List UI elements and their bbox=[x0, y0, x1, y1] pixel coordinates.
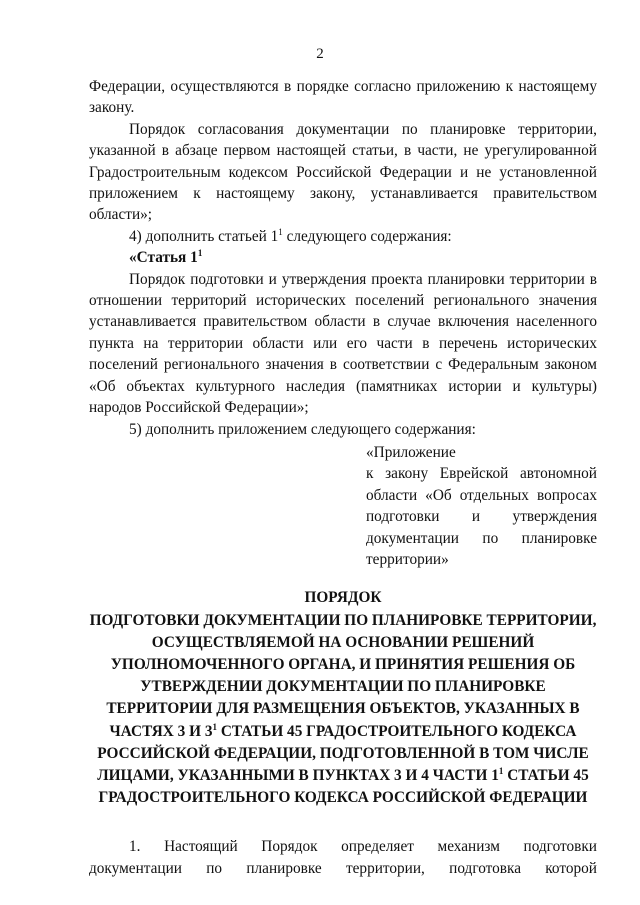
paragraph-item-1-line-1: 1. Настоящий Порядок определяет механизм подготовки bbox=[129, 838, 597, 856]
document-body bbox=[89, 76, 597, 879]
item-4-text: 4) дополнить статьей 1 bbox=[129, 227, 279, 245]
appendix-label: «Приложение bbox=[366, 443, 456, 461]
item-4-text-end: следующего содержания: bbox=[282, 227, 452, 245]
paragraph-item-4 bbox=[89, 226, 597, 247]
procedure-title-part-3: СТАТЬИ 45 ГРАДОСТРОИТЕЛЬНОГО КОДЕКСА РОССИЙСКОЙ ФЕДЕРАЦИИ bbox=[98, 766, 589, 807]
paragraph-item-5: 5) дополнить приложением следующего содержания: bbox=[129, 420, 476, 438]
paragraph-continuation: Федерации, осуществляются в порядке согласно приложению к настоящему закону. bbox=[89, 78, 597, 117]
paragraph-approval-procedure: Порядок согласования документации по планировке территории, указанной в абзаце первом настоящей статьи, в части, не урегулированной Градостроительным кодексом Российской Федерации и не установленной приложением к настоящему закону, устанавливается правительством области»; bbox=[89, 120, 597, 224]
procedure-title-text bbox=[89, 610, 597, 810]
article-title bbox=[89, 247, 597, 268]
paragraph-article-text: Порядок подготовки и утверждения проекта планировки территории в отношении территорий исторических поселений регионального значения устанавливается правительством области в случае включения населенного пункта на территории области или его части в перечень исторических поселений регионального значения в соответствии с Федеральным законом «Об объектах культурного наследия (памятниках истории и культуры) народов Российской Федерации»; bbox=[89, 270, 597, 417]
procedure-title-superscript-1: 1 bbox=[212, 721, 217, 732]
article-title-superscript: 1 bbox=[197, 248, 203, 259]
page-number: 2 bbox=[316, 46, 324, 62]
item-4-superscript: 1 bbox=[278, 226, 283, 237]
paragraph-item-1-line-2: документации по планировке территории, подготовка которой bbox=[89, 859, 597, 877]
article-title-text: «Статья 1 bbox=[129, 249, 198, 267]
procedure-heading: ПОРЯДОК bbox=[304, 589, 382, 607]
procedure-title-part-2: СТАТЬИ 45 ГРАДОСТРОИТЕЛЬНОГО КОДЕКСА РОССИЙСКОЙ ФЕДЕРАЦИИ, ПОДГОТОВЛЕННОЙ В ТОМ ЧИСЛЕ ЛИЦАМИ, УКАЗАННЫМИ В ПУНКТАХ 3 И 4 ЧАСТИ 1 bbox=[97, 722, 589, 784]
appendix-reference: к закону Еврейской автономной области «Об отдельных вопросах подготовки и утверждения документации по планировке территории» bbox=[366, 465, 597, 568]
procedure-title-superscript-2: 1 bbox=[498, 765, 504, 776]
procedure-title bbox=[89, 587, 597, 809]
procedure-title-part-1: ПОДГОТОВКИ ДОКУМЕНТАЦИИ ПО ПЛАНИРОВКЕ ТЕРРИТОРИИ, ОСУЩЕСТВЛЯЕМОЙ НА ОСНОВАНИИ РЕШЕНИЙ УПОЛНОМОЧЕННОГО ОРГАНА, И ПРИНЯТИЯ РЕШЕНИЯ ОБ УТВЕРЖДЕНИИ ДОКУМЕНТАЦИИ ПО ПЛАНИРОВКЕ ТЕРРИТОРИИ ДЛЯ РАЗМЕЩЕНИЯ ОБЪЕКТОВ, УКАЗАННЫХ В ЧАСТЯХ 3 И 3 bbox=[89, 611, 597, 740]
